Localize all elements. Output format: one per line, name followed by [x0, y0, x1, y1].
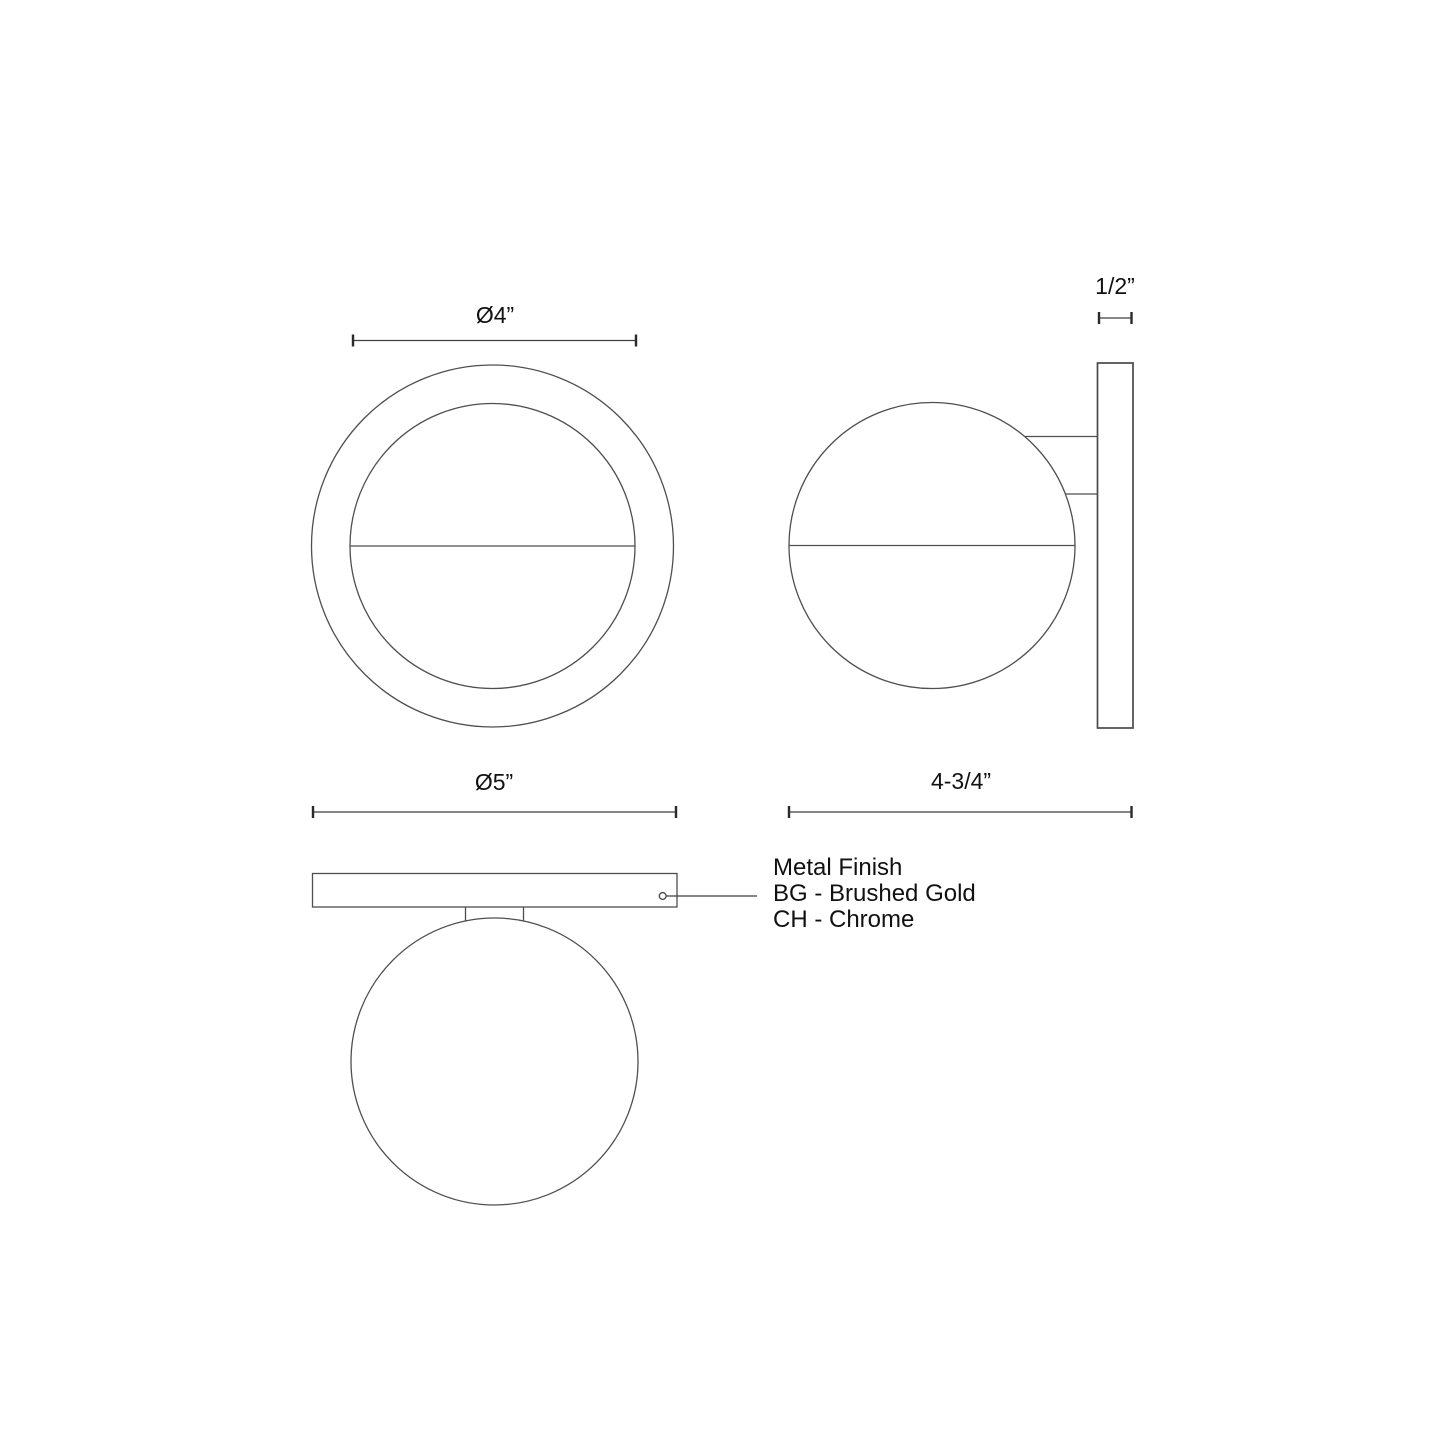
top-globe: [351, 918, 638, 1205]
front-diameter-dimension: [353, 302, 636, 347]
top-canopy-plate: [313, 874, 678, 908]
finish-leader-dot: [659, 893, 666, 900]
finish-option-brushed-gold: BG - Brushed Gold: [773, 880, 976, 907]
top-view: [313, 769, 678, 1205]
side-width-dimension: [789, 768, 1132, 818]
front-view: [312, 302, 674, 727]
finish-note-title: Metal Finish: [773, 854, 903, 881]
side-width-label: 4-3/4”: [930, 768, 992, 794]
finish-option-chrome: CH - Chrome: [773, 906, 915, 933]
front-diameter-label: Ø4”: [475, 302, 515, 328]
side-depth-label: 1/2”: [1095, 273, 1135, 299]
top-diameter-label: Ø5”: [474, 769, 514, 795]
finish-callout: [659, 854, 975, 933]
top-diameter-dimension: [313, 769, 676, 818]
side-view: [789, 273, 1135, 818]
side-depth-dimension: [1095, 273, 1135, 324]
side-backplate: [1098, 363, 1134, 728]
